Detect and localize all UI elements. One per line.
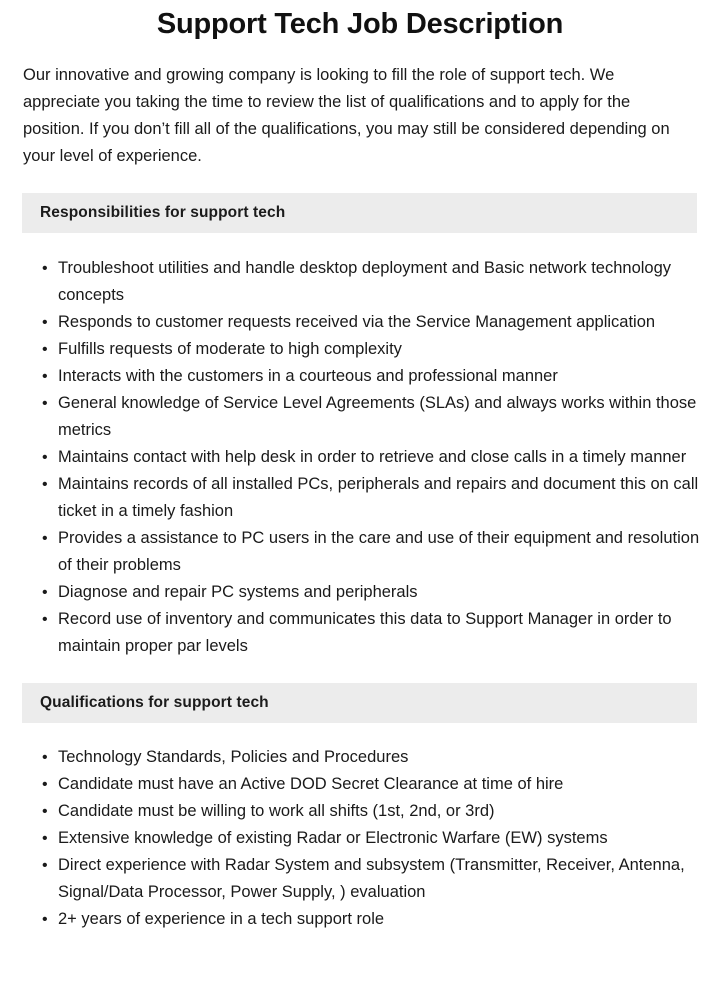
list-item: • Record use of inventory and communicates this data to Support Manager in order to maintain proper par levels [58, 606, 700, 660]
list-item: • 2+ years of experience in a tech support role [58, 906, 700, 933]
list-item: • Extensive knowledge of existing Radar or Electronic Warfare (EW) systems [58, 825, 700, 852]
list-item: • Provides a assistance to PC users in the care and use of their equipment and resolution of their problems [58, 525, 700, 579]
list-item: • Candidate must be willing to work all shifts (1st, 2nd, or 3rd) [58, 798, 700, 825]
list-item: • General knowledge of Service Level Agreements (SLAs) and always works within those metrics [58, 390, 700, 444]
list-item: • Diagnose and repair PC systems and peripherals [58, 579, 700, 606]
list-item: • Maintains contact with help desk in order to retrieve and close calls in a timely manner [58, 444, 700, 471]
list-item: • Troubleshoot utilities and handle desktop deployment and Basic network technology concepts [58, 255, 700, 309]
list-item: • Technology Standards, Policies and Procedures [58, 744, 700, 771]
section-title-responsibilities: Responsibilities for support tech [40, 204, 286, 221]
section-header-responsibilities [22, 193, 697, 233]
list-item: • Direct experience with Radar System and subsystem (Transmitter, Receiver, Antenna, Signal/Data Processor, Power Supply, ) evaluation [58, 852, 700, 906]
page-title: Support Tech Job Description [156, 8, 564, 40]
list-item: • Candidate must have an Active DOD Secret Clearance at time of hire [58, 771, 700, 798]
list-item: • Interacts with the customers in a courteous and professional manner [58, 363, 700, 390]
list-item: • Fulfills requests of moderate to high complexity [58, 336, 700, 363]
bottom-spacer [0, 933, 720, 951]
intro-paragraph: Our innovative and growing company is looking to fill the role of support tech. We appreciate you taking the time to review the list of qualifications and to apply for the position. If you don’t fill all of the qualifications, you may still be considered depending on your level of experience. [23, 66, 670, 165]
responsibilities-list [0, 255, 720, 660]
list-item: • Maintains records of all installed PCs, peripherals and repairs and document this on call ticket in a timely fashion [58, 471, 700, 525]
qualifications-list [0, 744, 720, 933]
list-item: • Responds to customer requests received via the Service Management application [58, 309, 700, 336]
section-header-qualifications [22, 683, 697, 723]
section-title-qualifications: Qualifications for support tech [40, 694, 269, 711]
